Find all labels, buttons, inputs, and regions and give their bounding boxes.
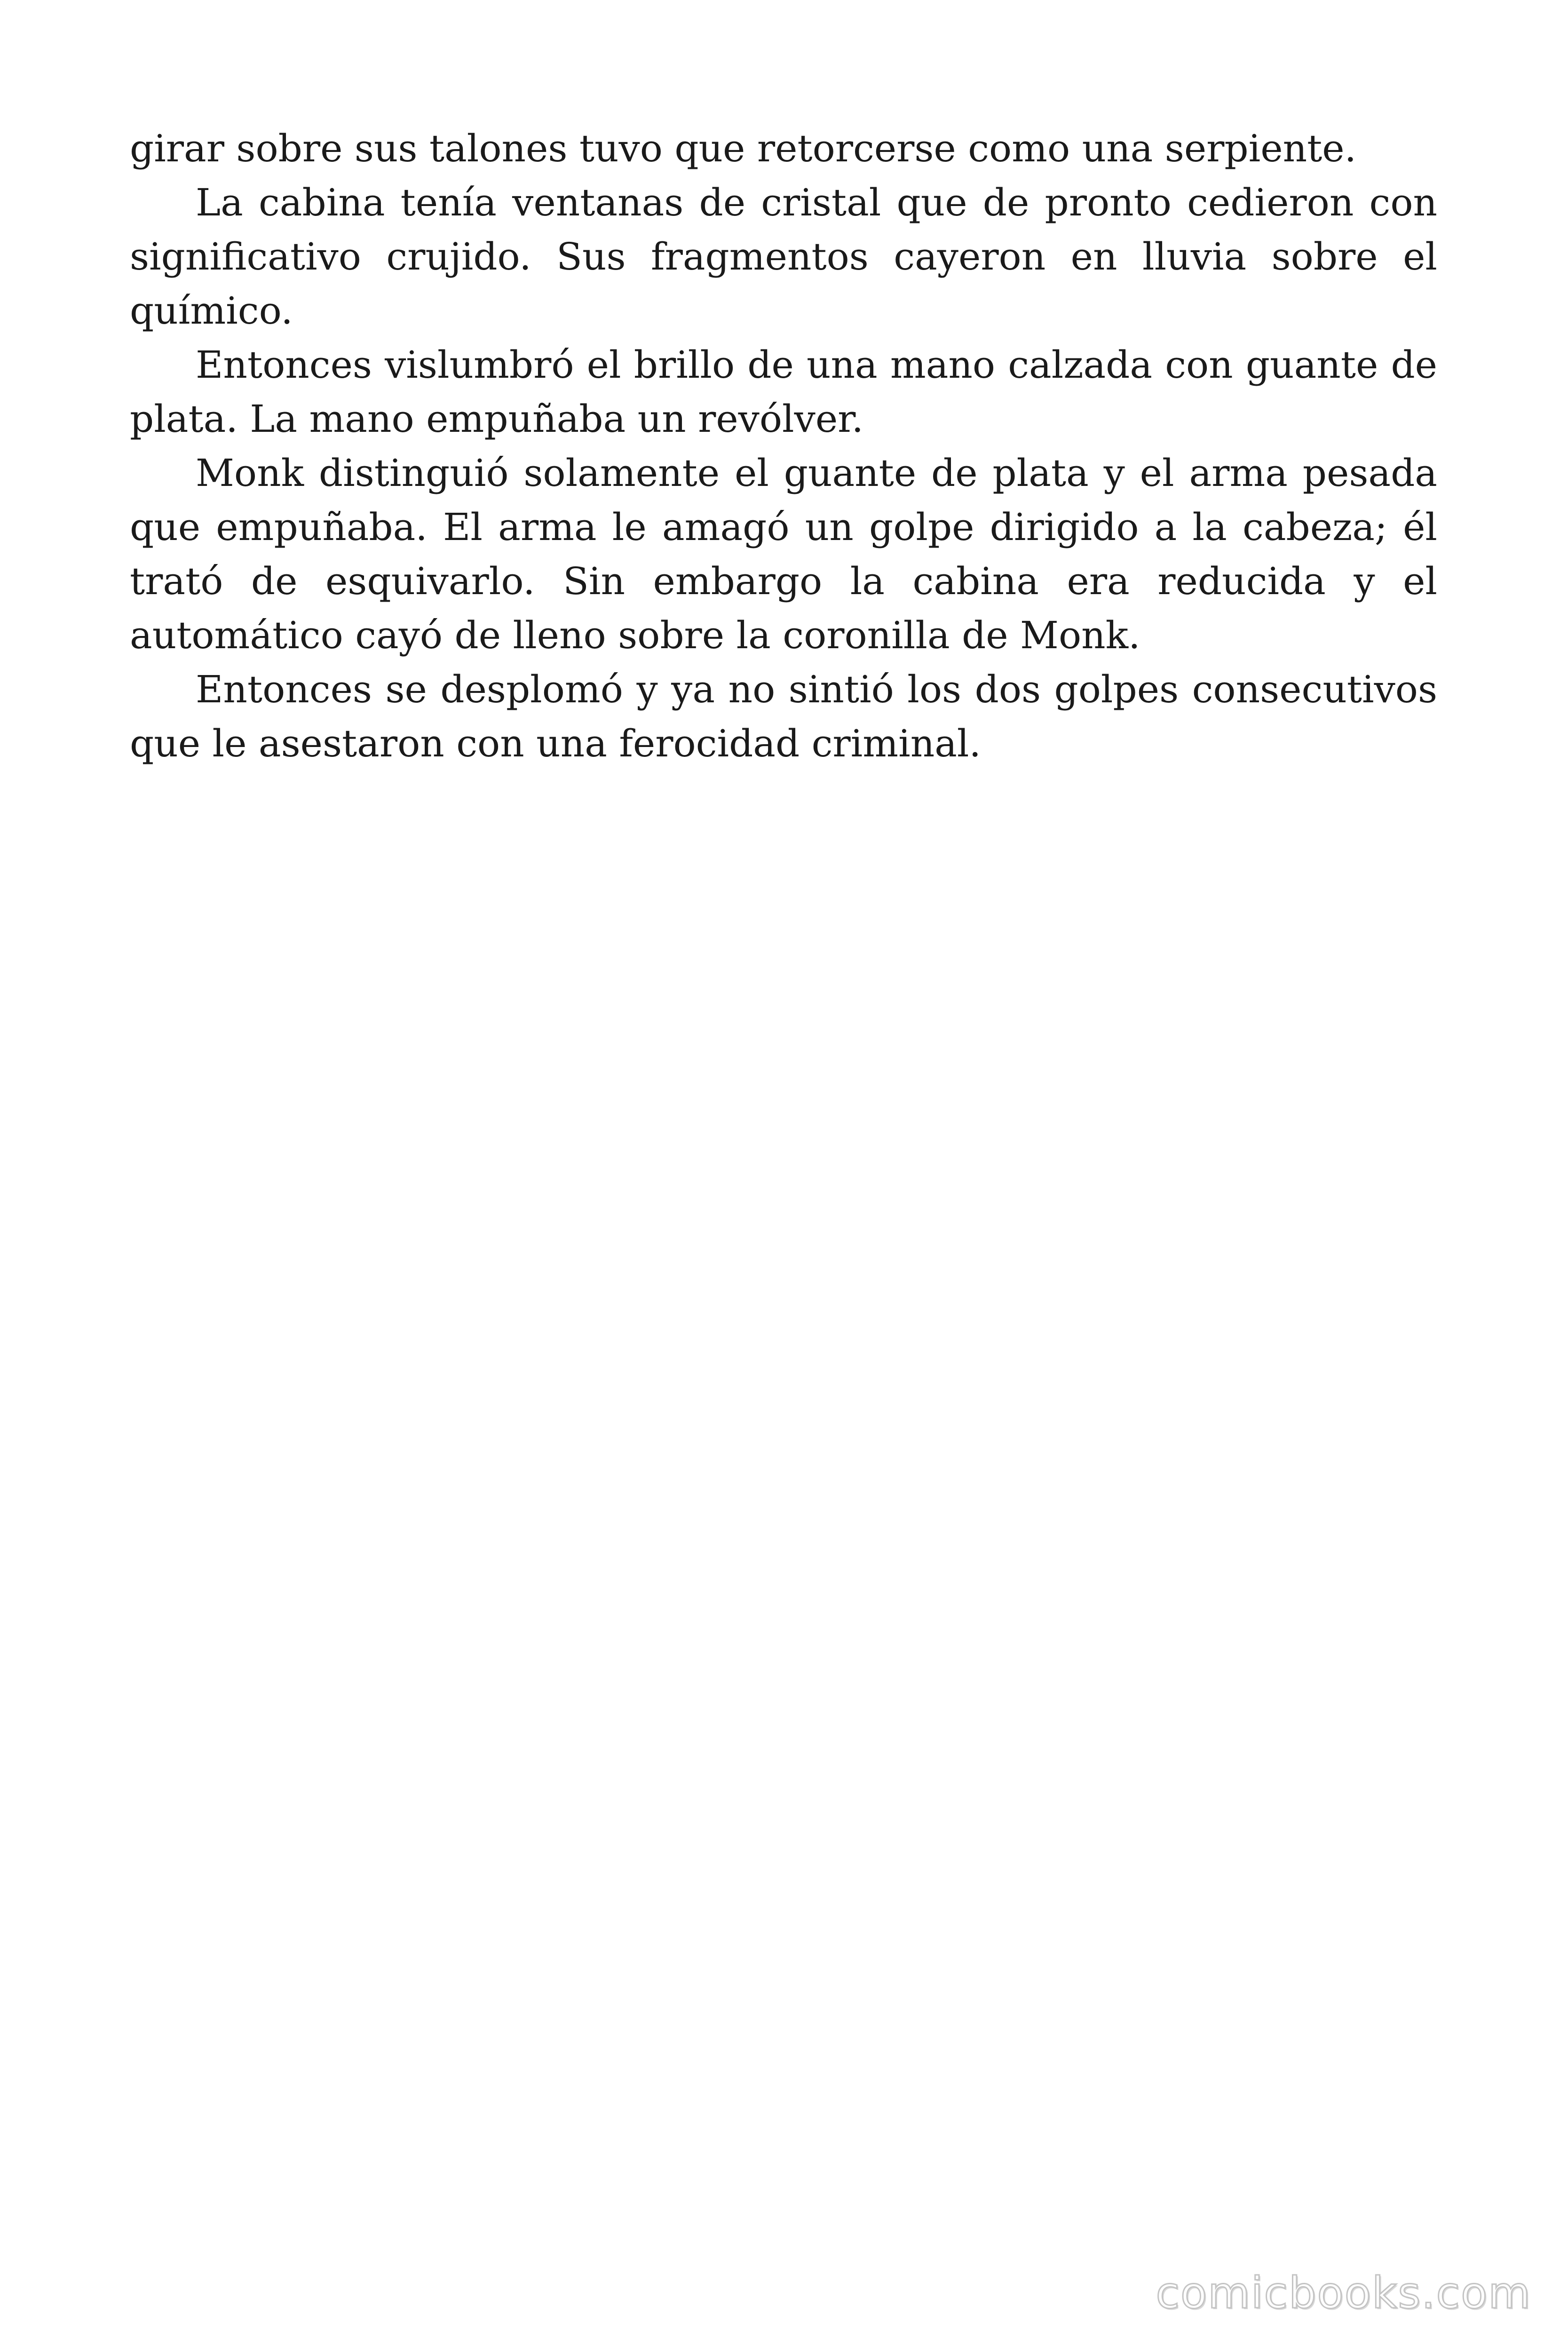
paragraph-monk-collapses: Entonces se desplomó y ya no sintió los dos golpes consecutivos que le asestaron con una ferocidad criminal. [130, 667, 1437, 765]
paragraph-monk-struck: Monk distinguió solamente el guante de plata y el arma pesada que empuñaba. El arma le amagó un golpe dirigido a la cabeza; él trató de esquivarlo. Sin embargo la cabina era reducida y el automático cayó de lleno sobre la coronilla de Monk. [130, 451, 1437, 657]
body-text [130, 121, 1437, 771]
paragraph-silver-glove: Entonces vislumbró el brillo de una mano calzada con guante de plata. La mano empuñaba un revólver. [130, 343, 1437, 441]
watermark-logo: comicbooks.com [1156, 2268, 1531, 2318]
paragraph-cabin-windows: La cabina tenía ventanas de cristal que de pronto cedieron con significativo crujido. Sus fragmentos cayeron en lluvia sobre el químico. [130, 181, 1437, 333]
paragraph-continuation: girar sobre sus talones tuvo que retorcerse como una serpiente. [130, 127, 1357, 170]
